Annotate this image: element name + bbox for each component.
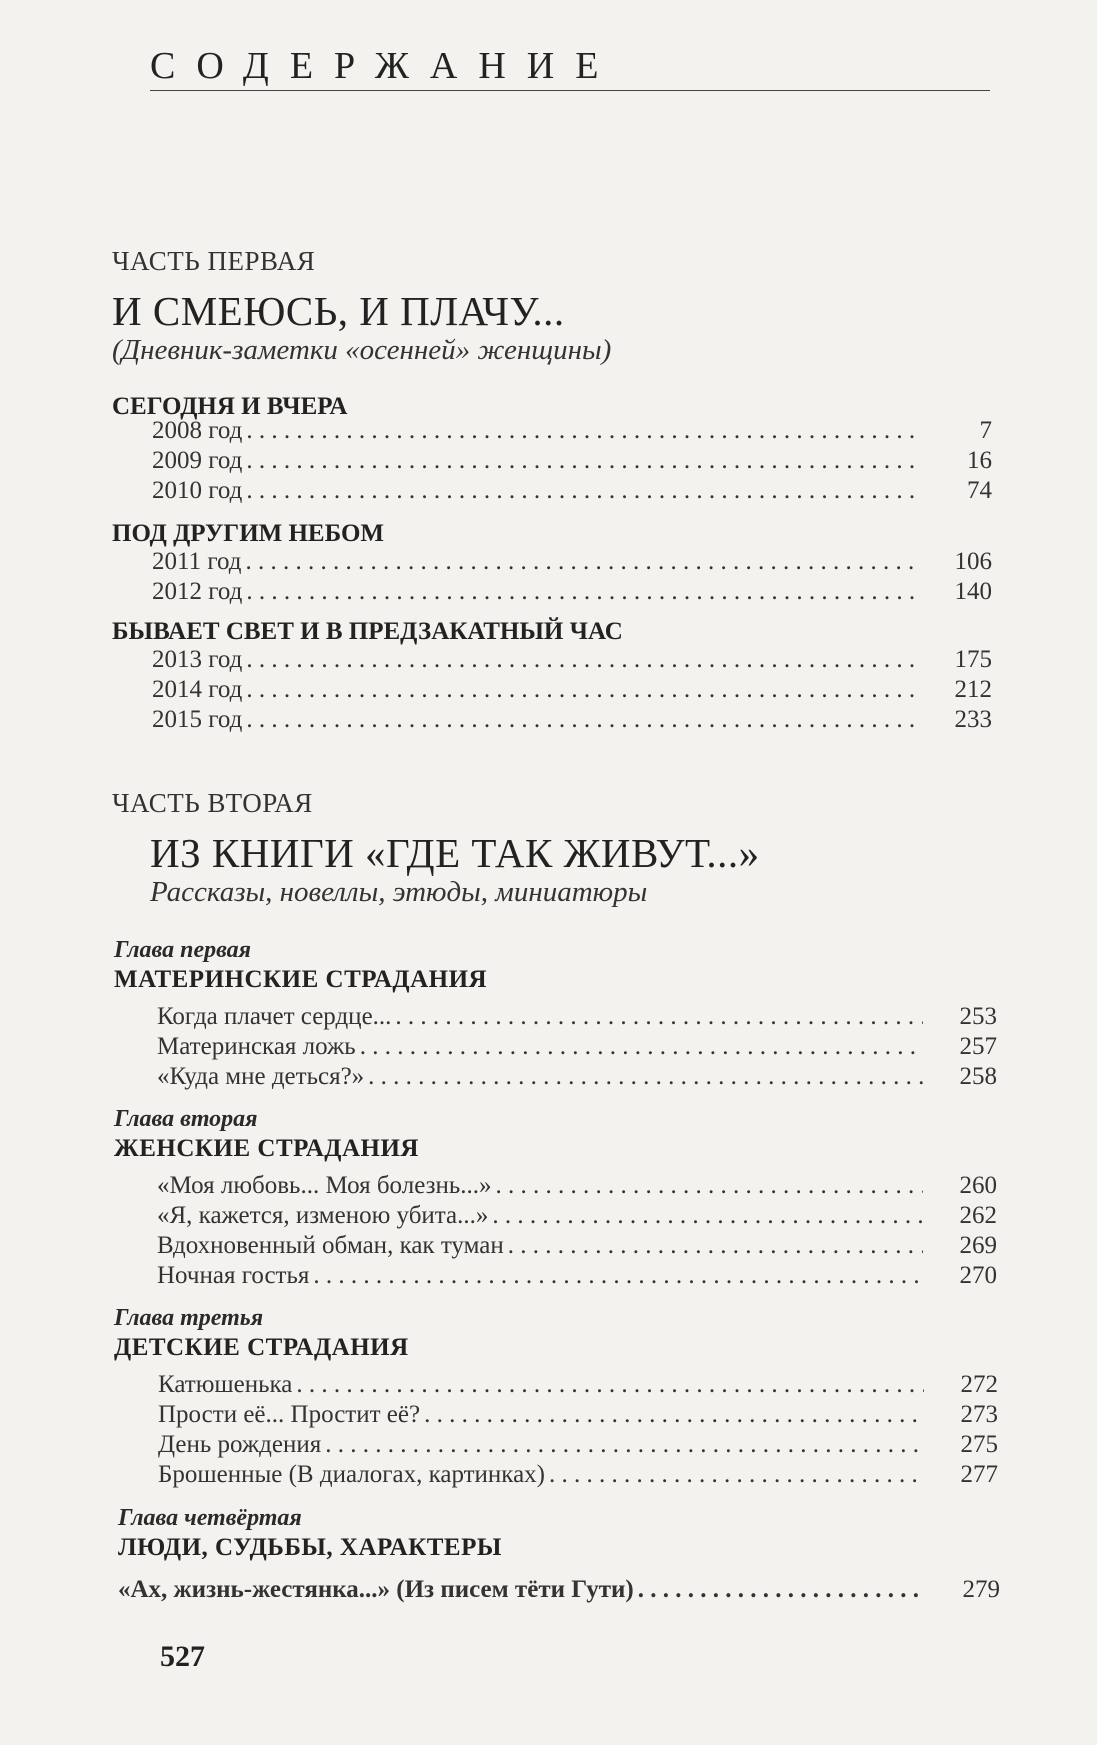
chapter-title: ЛЮДИ, СУДЬБЫ, ХАРАКТЕРЫ (118, 1534, 502, 1561)
toc-entry[interactable] (157, 1262, 997, 1292)
toc-entry[interactable] (152, 676, 992, 706)
header-rule (150, 90, 990, 91)
part2-title: ИЗ КНИГИ «ГДЕ ТАК ЖИВУТ...» (150, 830, 760, 876)
toc-entry[interactable] (152, 548, 992, 578)
toc-entry[interactable] (158, 1461, 998, 1491)
dot-leader (313, 1262, 923, 1290)
toc-entry[interactable] (152, 417, 992, 447)
entry-title: 2014 год (152, 676, 243, 703)
dot-leader (246, 706, 918, 734)
entry-page: 257 (959, 1033, 997, 1060)
dot-leader (496, 1172, 923, 1200)
entry-title: Материнская ложь (157, 1033, 356, 1060)
dot-leader (246, 417, 918, 445)
toc-entry[interactable] (157, 1033, 997, 1063)
entry-page: 74 (967, 477, 992, 504)
chapter-label: Глава вторая (114, 1106, 258, 1132)
entry-title: «Куда мне деться?» (157, 1063, 365, 1090)
dot-leader (246, 477, 918, 505)
entry-page: 233 (954, 706, 992, 733)
toc-entry[interactable] (118, 1576, 1000, 1606)
part2-label: ЧАСТЬ ВТОРАЯ (112, 788, 313, 818)
part1-section-title: СЕГОДНЯ И ВЧЕРА (112, 393, 348, 420)
toc-entry[interactable] (158, 1431, 998, 1461)
toc-entry[interactable] (152, 447, 992, 477)
dot-leader (296, 1371, 924, 1399)
entry-page: 272 (960, 1371, 998, 1398)
entry-title: Ночная гостья (157, 1262, 310, 1289)
chapter-label: Глава первая (114, 937, 252, 963)
dot-leader (508, 1232, 923, 1260)
entry-title: «Я, кажется, изменою убита...» (157, 1202, 489, 1229)
toc-entry[interactable] (152, 706, 992, 736)
toc-entry[interactable] (157, 1063, 997, 1093)
part1-title: И СМЕЮСЬ, И ПЛАЧУ... (112, 288, 565, 334)
entry-page: 270 (959, 1262, 997, 1289)
entry-title: 2011 год (152, 548, 242, 575)
dot-leader (360, 1033, 923, 1061)
dot-leader (325, 1431, 924, 1459)
dot-leader (549, 1461, 924, 1489)
entry-title: 2009 год (152, 447, 243, 474)
entry-page: 258 (959, 1063, 997, 1090)
part1-subtitle: (Дневник-заметки «осенней» женщины) (112, 334, 612, 366)
entry-title: 2012 год (152, 578, 243, 605)
part1-section-title: БЫВАЕТ СВЕТ И В ПРЕДЗАКАТНЫЙ ЧАС (112, 618, 623, 645)
dot-leader (368, 1063, 923, 1091)
page-number: 527 (160, 1640, 205, 1673)
part1-section-title: ПОД ДРУГИМ НЕБОМ (112, 520, 385, 547)
entry-page: 175 (954, 646, 992, 673)
toc-entry[interactable] (158, 1371, 998, 1401)
chapter-label: Глава третья (114, 1305, 264, 1331)
part1-label: ЧАСТЬ ПЕРВАЯ (112, 246, 316, 276)
chapter-title: ЖЕНСКИЕ СТРАДАНИЯ (114, 1135, 419, 1162)
entry-title: «Моя любовь... Моя болезнь...» (157, 1172, 492, 1199)
entry-page: 106 (954, 548, 992, 575)
toc-entry[interactable] (158, 1401, 998, 1431)
entry-page: 7 (979, 417, 992, 444)
dot-leader (638, 1576, 926, 1604)
toc-entry[interactable] (152, 477, 992, 507)
entry-page: 262 (959, 1202, 997, 1229)
dot-leader (245, 548, 918, 576)
dot-leader (246, 447, 918, 475)
entry-title: «Ах, жизнь-жестянка...» (Из писем тёти Гути) (118, 1576, 634, 1603)
entry-title: Катюшенька (158, 1371, 293, 1398)
dot-leader (246, 676, 918, 704)
dot-leader (492, 1202, 923, 1230)
page-header: СОДЕРЖАНИЕ (150, 45, 620, 87)
entry-title: 2008 год (152, 417, 243, 444)
entry-page: 275 (960, 1431, 998, 1458)
chapter-title: МАТЕРИНСКИЕ СТРАДАНИЯ (114, 966, 488, 993)
entry-title: 2013 год (152, 646, 243, 673)
entry-page: 140 (954, 578, 992, 605)
entry-title: День рождения (158, 1431, 322, 1458)
toc-entry[interactable] (152, 578, 992, 608)
dot-leader (395, 1003, 923, 1031)
entry-page: 212 (954, 676, 992, 703)
entry-title: Брошенные (В диалогах, картинках) (158, 1461, 545, 1488)
chapter-label: Глава четвёртая (118, 1505, 302, 1531)
entry-title: Вдохновенный обман, как туман (157, 1232, 504, 1259)
dot-leader (424, 1401, 924, 1429)
entry-title: Когда плачет сердце... (157, 1003, 392, 1030)
toc-entry[interactable] (157, 1202, 997, 1232)
entry-page: 273 (960, 1401, 998, 1428)
entry-page: 279 (962, 1576, 1000, 1603)
entry-page: 269 (959, 1232, 997, 1259)
dot-leader (246, 646, 918, 674)
toc-entry[interactable] (152, 646, 992, 676)
toc-entry[interactable] (157, 1172, 997, 1202)
part2-subtitle: Рассказы, новеллы, этюды, миниатюры (150, 876, 648, 908)
toc-entry[interactable] (157, 1003, 997, 1033)
toc-entry[interactable] (157, 1232, 997, 1262)
chapter-title: ДЕТСКИЕ СТРАДАНИЯ (114, 1334, 409, 1361)
entry-page: 16 (967, 447, 992, 474)
entry-title: 2015 год (152, 706, 243, 733)
entry-page: 260 (959, 1172, 997, 1199)
dot-leader (246, 578, 918, 606)
entry-title: 2010 год (152, 477, 243, 504)
entry-page: 253 (959, 1003, 997, 1030)
entry-title: Прости её... Простит её? (158, 1401, 421, 1428)
entry-page: 277 (960, 1461, 998, 1488)
